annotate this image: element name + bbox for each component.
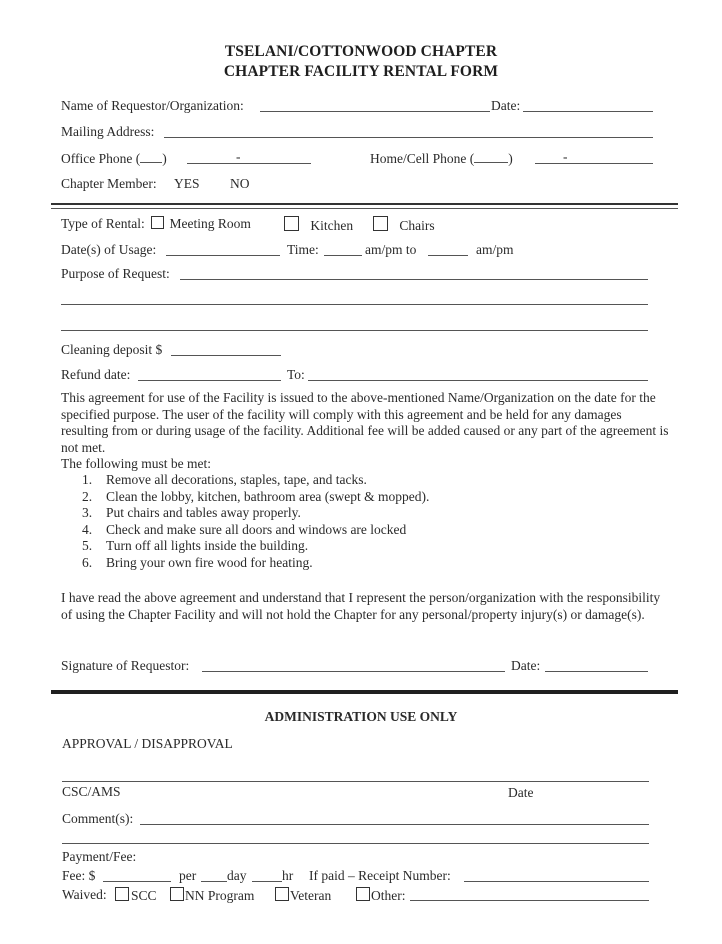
office-phone-number-field[interactable]	[187, 163, 311, 164]
name-label: Name of Requestor/Organization:	[61, 98, 244, 113]
purpose-label: Purpose of Request:	[61, 266, 170, 281]
time-start-field[interactable]	[324, 255, 362, 256]
time-label: Time:	[287, 242, 319, 257]
member-no-option[interactable]: NO	[230, 176, 250, 191]
signature-label: Signature of Requestor:	[61, 658, 190, 673]
requirement-item: 5. Turn off all lights inside the building.	[82, 538, 309, 554]
section-divider-thick	[51, 690, 678, 694]
rental-type-row	[61, 216, 251, 232]
usage-date-label: Date(s) of Usage:	[61, 242, 157, 257]
meeting-room-label: Meeting Room	[169, 216, 251, 231]
office-phone-area-code-field[interactable]	[140, 150, 162, 163]
time-end-field[interactable]	[428, 255, 468, 256]
payment-fee-label: Payment/Fee:	[62, 849, 137, 864]
requirements-list	[82, 472, 429, 572]
refund-date-label: Refund date:	[61, 367, 131, 382]
chairs-option	[371, 216, 435, 234]
requirement-item: 3. Put chairs and tables away properly.	[82, 505, 301, 521]
home-phone-number-field[interactable]	[535, 163, 653, 164]
receipt-number-label: If paid – Receipt Number:	[309, 868, 451, 883]
kitchen-label: Kitchen	[310, 218, 354, 233]
member-yes-option[interactable]: YES	[174, 176, 200, 191]
section-divider-double	[51, 203, 678, 209]
cleaning-deposit-field[interactable]	[171, 355, 281, 356]
per-label: per	[179, 868, 197, 883]
requirement-item: 2. Clean the lobby, kitchen, bathroom area (swept & mopped).	[82, 488, 430, 504]
cleaning-deposit-label: Cleaning deposit $	[61, 342, 163, 357]
signature-date-field[interactable]	[545, 671, 648, 672]
chapter-member-label: Chapter Member:	[61, 176, 157, 191]
date-label: Date:	[491, 98, 521, 113]
waived-label: Waived:	[62, 887, 107, 902]
comments-field-line-2[interactable]	[62, 843, 649, 844]
other-checkbox[interactable]	[356, 887, 370, 901]
waived-nn-program-option: NN Program	[170, 887, 254, 904]
fee-label: Fee: $	[62, 868, 96, 883]
requirement-item: 4. Check and make sure all doors and windows are locked	[82, 521, 407, 537]
meeting-room-checkbox[interactable]	[151, 216, 164, 229]
purpose-field-line-1[interactable]	[180, 279, 648, 280]
receipt-number-field[interactable]	[464, 881, 649, 882]
chairs-label: Chairs	[399, 218, 435, 233]
per-hr-field[interactable]	[252, 881, 282, 882]
requirements-intro: The following must be met:	[61, 456, 211, 471]
refund-to-field[interactable]	[308, 380, 648, 381]
address-field[interactable]	[164, 137, 653, 138]
agreement-paragraph: This agreement for use of the Facility is issued to the above-mentioned Name/Organization on the date for the specified purpose. The user of the facility will comply with this agreement and be held for any damages resulting from or during usage of the facility. Additional fee will be added caused or any part of the agreement is not met.	[61, 390, 669, 455]
home-phone-dash: -	[563, 149, 568, 164]
waived-veteran-option: Veteran	[275, 887, 331, 904]
form-title-chapter: TSELANI/COTTONWOOD CHAPTER	[224, 43, 498, 60]
purpose-field-line-2[interactable]	[61, 304, 648, 305]
refund-date-field[interactable]	[138, 380, 281, 381]
requirement-item: 6. Bring your own fire wood for heating.	[82, 554, 313, 570]
refund-to-label: To:	[287, 367, 305, 382]
requirement-item: 1. Remove all decorations, staples, tape, and tacks.	[82, 472, 367, 487]
acknowledgement-paragraph: I have read the above agreement and understand that I represent the person/organization with the responsibility of using the Chapter Facility and will not hold the Chapter for any personal/property injury(s) or damage(s).	[61, 590, 661, 622]
signature-field[interactable]	[202, 671, 505, 672]
csc-ams-signature-field[interactable]	[62, 781, 649, 782]
signature-date-label: Date:	[511, 658, 541, 673]
date-field[interactable]	[523, 111, 653, 112]
comments-label: Comment(s):	[62, 811, 134, 826]
waived-scc-option: SCC	[115, 887, 157, 904]
ampm-to-label: am/pm to	[365, 242, 417, 257]
scc-checkbox[interactable]	[115, 887, 129, 901]
office-phone-label: Office Phone ( )	[61, 151, 167, 166]
name-field[interactable]	[260, 111, 490, 112]
veteran-checkbox[interactable]	[275, 887, 289, 901]
rental-type-label: Type of Rental:	[61, 216, 145, 231]
address-label: Mailing Address:	[61, 124, 155, 139]
form-title: CHAPTER FACILITY RENTAL FORM	[223, 63, 499, 80]
kitchen-checkbox[interactable]	[284, 216, 299, 231]
home-phone-area-code-field[interactable]	[474, 150, 508, 163]
ampm-label: am/pm	[476, 242, 514, 257]
chairs-checkbox[interactable]	[373, 216, 388, 231]
usage-date-field[interactable]	[166, 255, 280, 256]
day-label: day	[227, 868, 247, 883]
fee-amount-field[interactable]	[103, 881, 171, 882]
nn-program-checkbox[interactable]	[170, 887, 184, 901]
admin-heading: ADMINISTRATION USE ONLY	[264, 709, 458, 724]
admin-date-label: Date	[508, 785, 534, 800]
approval-disapproval-option[interactable]: APPROVAL / DISAPPROVAL	[62, 736, 233, 751]
home-phone-label: Home/Cell Phone ( )	[370, 151, 513, 166]
waived-other-option: Other:	[356, 887, 406, 904]
per-day-field[interactable]	[201, 881, 227, 882]
csc-ams-label: CSC/AMS	[62, 784, 121, 799]
purpose-field-line-3[interactable]	[61, 330, 648, 331]
kitchen-option	[282, 216, 353, 234]
hr-label: hr	[282, 868, 294, 883]
comments-field-line-1[interactable]	[140, 824, 649, 825]
office-phone-dash: -	[236, 149, 241, 164]
waived-other-field[interactable]	[410, 900, 649, 901]
